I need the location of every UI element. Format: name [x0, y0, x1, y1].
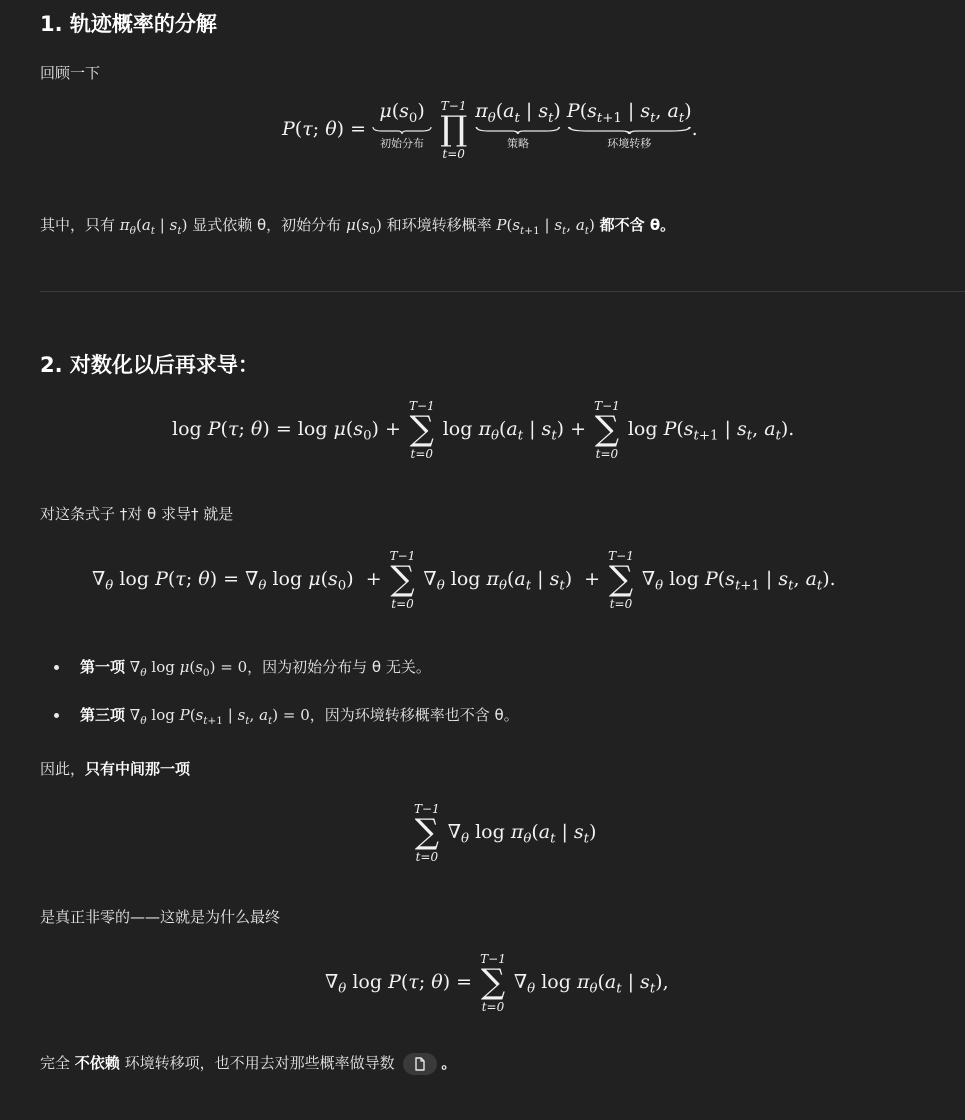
section-divider: [40, 291, 965, 292]
brace-label-initial: 初始分布: [380, 136, 425, 150]
final-line: [40, 1052, 456, 1075]
equation-log-form: log P(τ; $\theta) = \log \mu(s_0)$ + T−1 ∑ t=0 $\log \pi_\theta(a_t$ | $s_t$) + T−1 ∑ t=0 $\log P(s_{t+1}$ | $s_t$, $a_t$).: [172, 399, 795, 461]
section-2-heading: 2. 对数化以后再求导：: [40, 353, 259, 377]
note-bold: 都不含 θ。: [599, 216, 676, 234]
bullet-1-tail: ，因为初始分布与 θ 无关。: [247, 658, 431, 676]
note-mid-1: 显式依赖 θ，初始分布: [192, 216, 342, 234]
therefore-bold: 只有中间那一项: [85, 760, 191, 778]
note-line: 其中，只有 $\pi_\theta(a_t$ | $s_t$) 显式依赖 θ，初始分布 $\mu(s_0)$ 和环境转移概率 $P(s_{t+1}$ | $s_t$, $a_t$) 都不含 θ。: [40, 216, 676, 237]
final-bold: 不依赖: [74, 1054, 120, 1072]
brace-label-policy: 策略: [507, 136, 530, 150]
bullet-dot-1: [54, 665, 59, 670]
equation-trajectory-probability: P(τ; θ) = $\mu(s_0)$ 初始分布 T−1 ∏ t=0 $\pi_\theta(a_t$ | $s_t$) 策略 $P(s_{t+1}$ | $s_t$, $a_t$) 环境转移 .: [282, 99, 698, 161]
nonzero-text: 是真正非零的——这就是为什么最终: [40, 908, 281, 926]
bullet-2-tail: ，因为环境转移概率也不含 θ。: [309, 706, 519, 724]
bullet-dot-2: [54, 713, 59, 718]
therefore-prefix: 因此，: [40, 760, 86, 778]
brace-label-transition: 环境转移: [607, 136, 652, 150]
derive-text: 对这条式子 †对 θ 求导† 就是: [40, 505, 234, 523]
therefore-line: [40, 758, 190, 779]
underbrace-initial: $\mu(s_0)$ 初始分布: [372, 100, 432, 151]
copy-icon: [414, 1057, 426, 1071]
bullet-2-bold: 第三项: [80, 706, 126, 724]
bullet-1-bold: 第一项: [80, 658, 126, 676]
equation-gradient: $\nabla_\theta$ log P(τ; $\theta) = \nabla_\theta$ $\log \mu(s_0)$ + T−1 ∑ t=0 $\nabla_\theta$ $\log \pi_\theta(a_t$ | $s_t$) + T−1 ∑ t=0 $\nabla_\theta$ $\log P(s_{t+1}$ | $s_t$, $a_t$).: [92, 549, 836, 611]
bullet-item-2: 第三项 $\nabla_\theta$ $\log P(s_{t+1}$ | $s_t$, $a_t) = 0$，因为环境转移概率也不含 θ。: [80, 706, 519, 727]
equation-middle-term: T−1 ∑ t=0 $\nabla_\theta$ $\log \pi_\theta(a_t$ | $s_t$): [414, 802, 597, 864]
copy-button[interactable]: [403, 1053, 437, 1075]
underbrace-policy: $\pi_\theta(a_t$ | $s_t$) 策略: [475, 100, 561, 150]
note-mid-2: 和环境转移概率: [386, 216, 492, 234]
equation-final: $\nabla_\theta$ log P(τ; θ) = T−1 ∑ t=0 $\nabla_\theta$ $\log \pi_\theta(a_t$ | $s_t$),: [325, 952, 669, 1014]
section-1-heading: 1. 轨迹概率的分解: [40, 12, 217, 36]
bullet-item-1: 第一项 $\nabla_\theta$ $\log \mu(s_0) = 0$，因为初始分布与 θ 无关。: [80, 658, 431, 679]
final-prefix: 完全: [40, 1054, 75, 1072]
final-end: 。: [441, 1054, 457, 1072]
underbrace-transition: $P(s_{t+1}$ | $s_t$, $a_t$) 环境转移: [566, 100, 692, 150]
note-prefix: 其中，只有: [40, 216, 116, 234]
final-tail: 环境转移项，也不用去对那些概率做导数: [119, 1054, 395, 1072]
recall-text: 回顾一下: [40, 64, 101, 82]
